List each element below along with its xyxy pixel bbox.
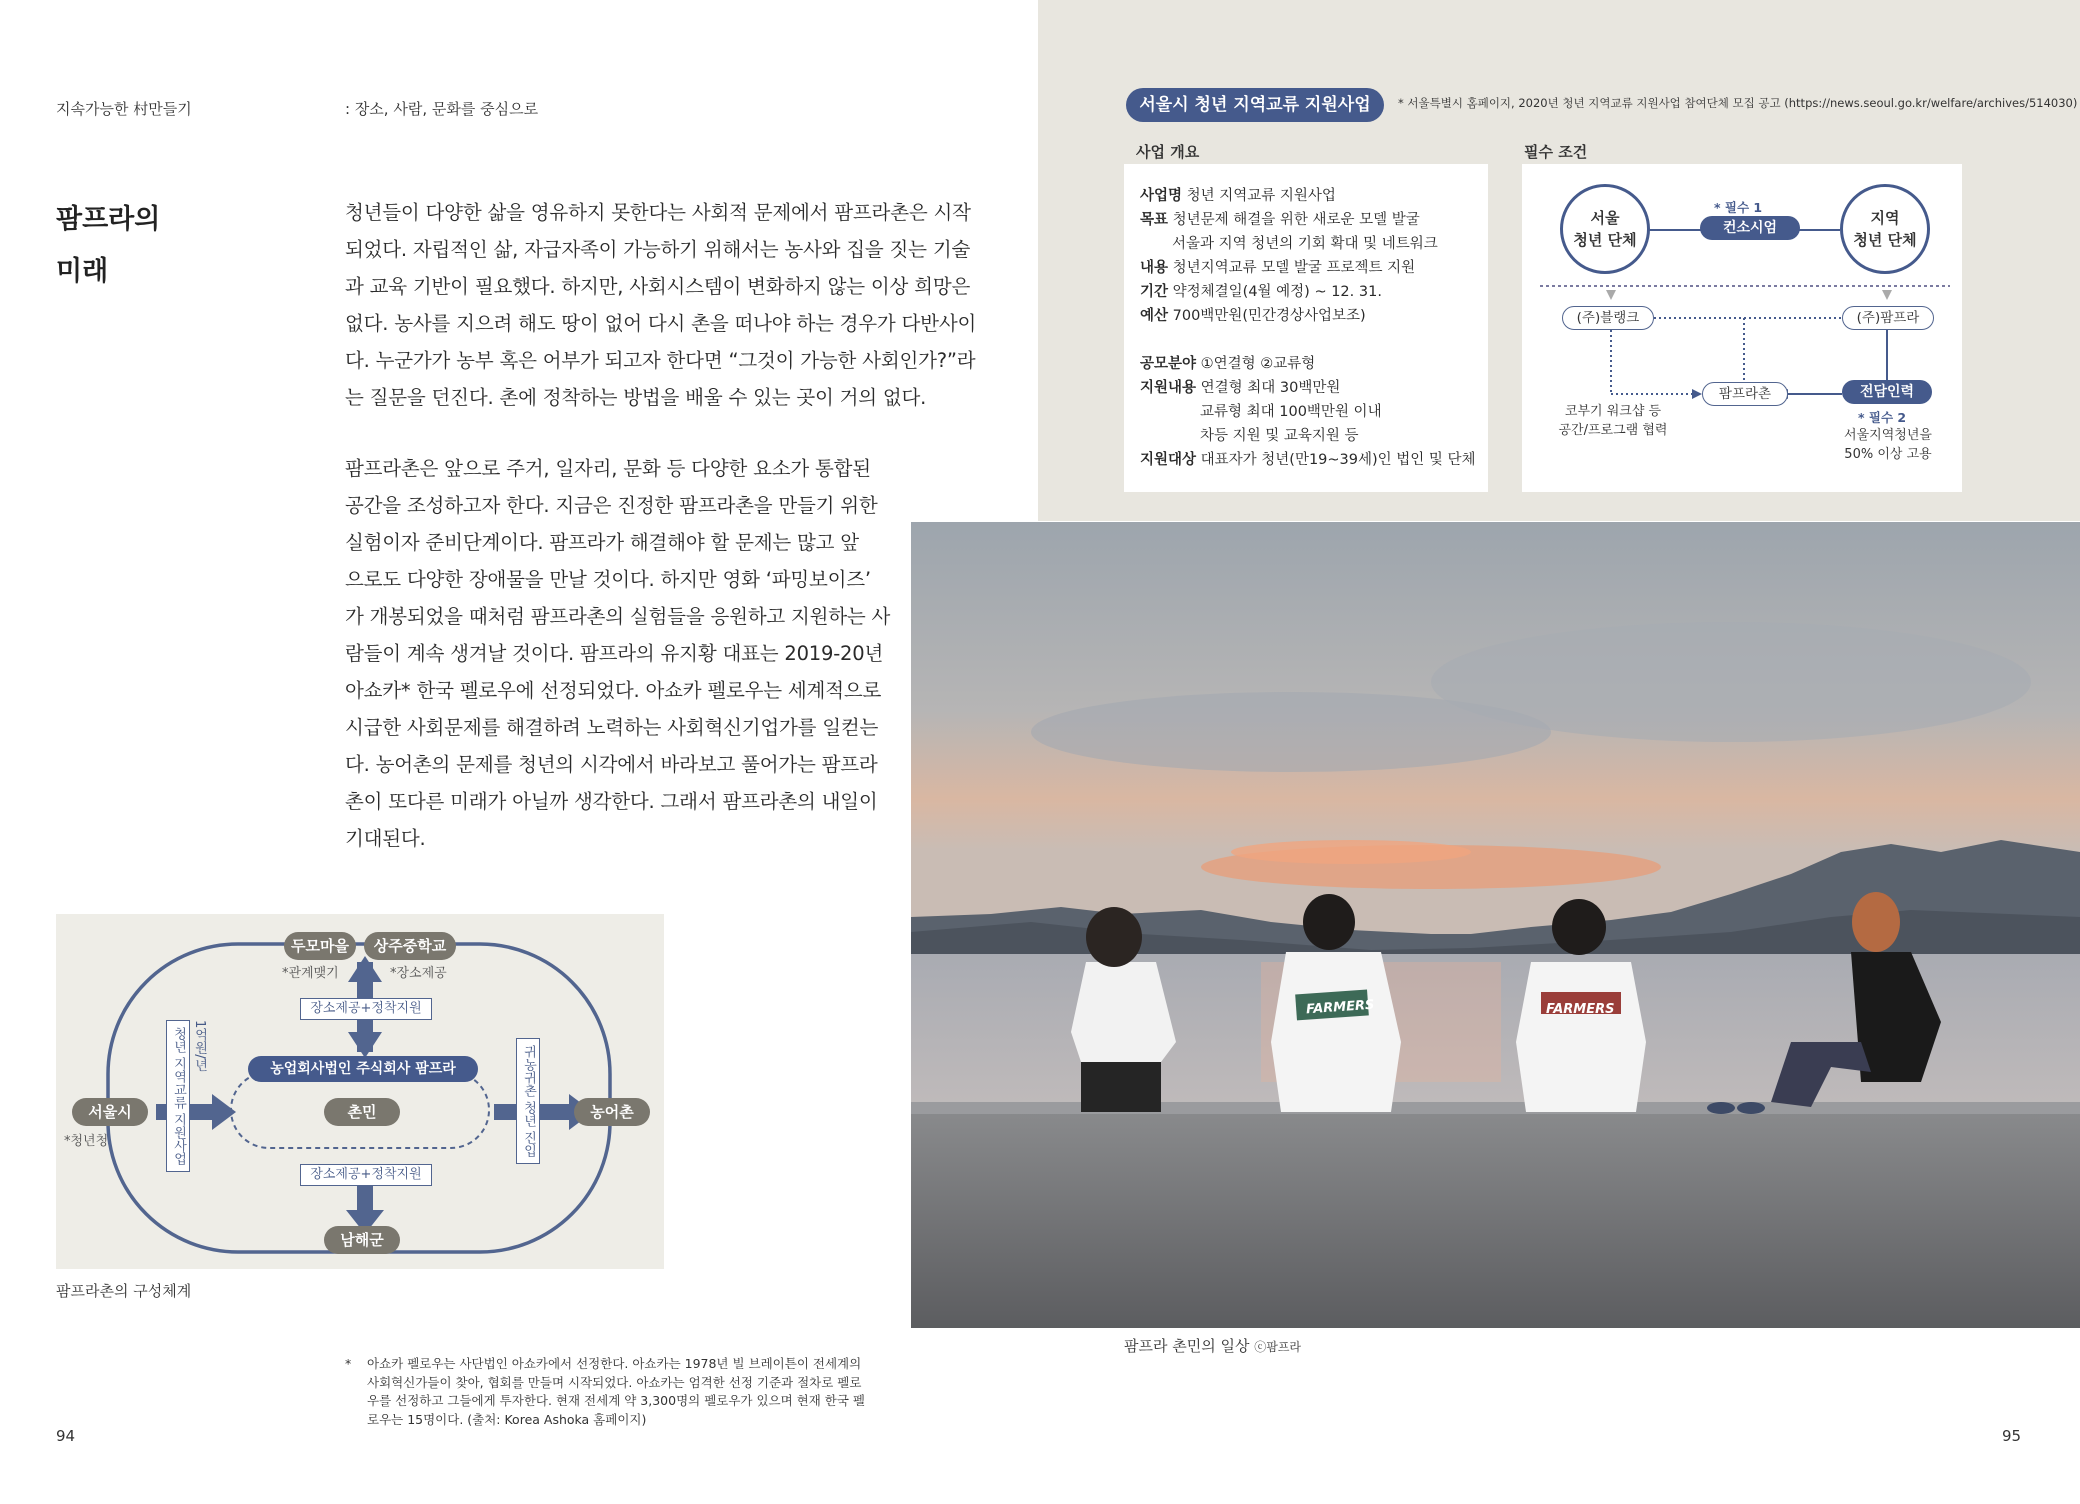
overview-row	[1140, 304, 1366, 325]
photo-caption	[1124, 1335, 1301, 1356]
sandal	[1737, 1102, 1765, 1114]
overview-row	[1200, 424, 1359, 445]
overview-row	[1140, 184, 1336, 205]
note-line: 50% 이상 고용	[1844, 447, 1932, 462]
cloud	[1431, 622, 2031, 742]
support-label-top: 장소제공+정착지원	[300, 998, 432, 1020]
overview-text: 차등 지원 및 교육지원 등	[1200, 428, 1359, 444]
text-line: 없다. 농사를 지으려 해도 땅이 없어 다시 촌을 떠나야 하는 경우가 다반사이	[345, 312, 977, 335]
text-line: 는 질문을 던진다. 촌에 정착하는 방법을 배울 수 있는 곳이 거의 없다.	[345, 386, 927, 409]
photo-illustration	[911, 522, 2080, 1328]
circle-text: 청년 단체	[1853, 231, 1917, 249]
circle-text: 지역	[1870, 209, 1900, 227]
running-header-title: 지속가능한 村만들기	[56, 100, 192, 118]
overview-label: 목표	[1140, 212, 1169, 228]
overview-text: 대표자가 청년(만19~39세)인 법인 및 단체	[1196, 452, 1476, 468]
overview-label: 공모분야	[1140, 356, 1197, 372]
overview-row	[1140, 256, 1415, 277]
note-line: 서울지역청년을	[1844, 428, 1932, 443]
dedicated-staff-pill: 전담인력	[1842, 380, 1932, 404]
required-2-note: * 필수 2	[1858, 410, 1907, 425]
requirement-heading: 필수 조건	[1524, 143, 1588, 161]
diagram-caption: 팜프라촌의 구성체계	[56, 1282, 192, 1300]
text-line: 다. 농어촌의 문제를 청년의 시각에서 바라보고 풀어가는 팜프라	[345, 753, 878, 776]
text-line: 아쇼카* 한국 펠로우에 선정되었다. 아쇼카 펠로우는 세계적으로	[345, 679, 882, 702]
footnote	[345, 1355, 885, 1429]
overview-row	[1172, 232, 1438, 253]
workshop-note	[1538, 402, 1688, 440]
overview-row	[1200, 400, 1382, 421]
text-line: 기대된다.	[345, 827, 426, 850]
sunset-glow	[1231, 840, 1471, 864]
body-paragraph-1	[345, 194, 976, 416]
text-line: 팜프라촌은 앞으로 주거, 일자리, 문화 등 다양한 요소가 통합된	[345, 457, 871, 480]
text-line: 실험이자 준비단계이다. 팜프라가 해결해야 할 문제는 많고 앞	[345, 531, 859, 554]
text-line: 가 개봉되었을 때처럼 팜프라촌의 실험들을 응원하고 지원하는 사	[345, 605, 891, 628]
vertical-label-program: 청년 지역교류 지원사업	[166, 1020, 190, 1172]
required-1-note: * 필수 1	[1714, 200, 1763, 215]
shirt-logo: FARMERS	[1305, 997, 1375, 1018]
photo-caption-text: 팜프라 촌민의 일상	[1124, 1337, 1250, 1355]
footnote-line: 사회혁신가들이 찾아, 협회를 만들며 시작되었다. 아쇼카는 엄격한 선정 기준과 절차로 펠로	[367, 1374, 862, 1390]
footnote-line: 아쇼카 펠로우는 사단법인 아쇼카에서 선정한다. 아쇼카는 1978년 빌 브레이튼이 전세계의	[367, 1356, 862, 1371]
text-line: 촌이 또다른 미래가 아닐까 생각한다. 그래서 팜프라촌의 내일이	[345, 790, 878, 813]
node-sangju-school: 상주중학교	[364, 932, 456, 960]
section-title-line: 미래	[56, 256, 109, 287]
overview-text: 교류형 최대 100백만원 이내	[1200, 404, 1382, 420]
note-line: 공간/프로그램 협력	[1558, 423, 1668, 438]
org-blank: (주)블랭크	[1562, 306, 1654, 330]
section-title	[56, 194, 160, 298]
vertical-label-return: 귀농귀촌 청년 진입	[516, 1038, 540, 1164]
page-number-left: 94	[56, 1427, 76, 1445]
overview-text: 연결형 최대 30백만원	[1196, 380, 1341, 396]
overview-text: 약정체결일(4월 예정) ~ 12. 31.	[1168, 284, 1382, 300]
section-title-line: 팜프라의	[56, 204, 161, 235]
shirt-logo: FARMERS	[1546, 1002, 1615, 1017]
text-line: 시급한 사회문제를 해결하려 노력하는 사회혁신기업가를 일컫는	[345, 716, 879, 739]
overview-heading: 사업 개요	[1136, 143, 1200, 161]
local-youth-group-circle	[1840, 184, 1930, 274]
text-line: 으로도 다양한 장애물을 만날 것이다. 하지만 영화 ‘파밍보이즈’	[345, 568, 871, 591]
running-header-subtitle: : 장소, 사람, 문화를 중심으로	[345, 100, 539, 118]
seoul-youth-group-circle	[1560, 184, 1650, 274]
overview-text: 청년문제 해결을 위한 새로운 모델 발굴	[1168, 212, 1420, 228]
footnote-line: 우를 선정하고 그들에게 투자한다. 현재 전세계 약 3,300명의 펠로우가 있으며 현재 한국 펠	[367, 1393, 865, 1408]
footnote-line: 로우는 15명이다. (출처: Korea Ashoka 홈페이지)	[367, 1411, 647, 1427]
footnote-mark: *	[345, 1356, 352, 1371]
photo-credit: ⓒ팜프라	[1254, 1340, 1302, 1354]
consortium-pill: 컨소시엄	[1700, 216, 1800, 240]
node-dumo-village: 두모마을	[284, 932, 356, 960]
text-line: 되었다. 자립적인 삶, 자급자족이 가능하기 위해서는 농사와 집을 짓는 기술	[345, 238, 971, 261]
page-number-right: 95	[2002, 1427, 2022, 1445]
overview-label: 지원내용	[1140, 380, 1197, 396]
support-label-bottom: 장소제공+정착지원	[300, 1164, 432, 1186]
company-node: 농업회사법인 주식회사 팜프라	[248, 1056, 478, 1082]
overview-text: 청년지역교류 모델 발굴 프로젝트 지원	[1168, 260, 1416, 276]
body-paragraph-2	[345, 450, 890, 857]
text-line: 공간을 조성하고자 한다. 지금은 진정한 팜프라촌을 만들기 위한	[345, 494, 878, 517]
overview-row	[1140, 208, 1420, 229]
structure-diagram	[56, 914, 664, 1269]
vertical-label-amount: 1억원/년	[192, 1020, 207, 1072]
note-relationship: *관계맺기	[282, 966, 339, 981]
node-rural: 농어촌	[574, 1098, 650, 1126]
overview-text: 700백만원(민간경상사업보조)	[1168, 308, 1366, 324]
node-seoul: 서울시	[72, 1098, 148, 1126]
diagram-lines	[56, 914, 664, 1269]
info-panel-title: 서울시 청년 지역교류 지원사업	[1126, 88, 1384, 122]
note-youth-office: *청년청	[64, 1134, 109, 1149]
overview-text: 청년 지역교류 지원사업	[1182, 188, 1336, 204]
org-farmpla: (주)팜프라	[1842, 306, 1934, 330]
overview-label: 사업명	[1140, 188, 1183, 204]
overview-box	[1124, 164, 1488, 492]
overview-label: 예산	[1140, 308, 1169, 324]
sunset-photo	[911, 522, 2080, 1328]
overview-label: 내용	[1140, 260, 1169, 276]
requirement-box	[1522, 164, 1962, 492]
sandal	[1707, 1102, 1735, 1114]
text-line: 청년들이 다양한 삶을 영유하지 못한다는 사회적 문제에서 팜프라촌은 시작	[345, 201, 971, 224]
overview-row	[1140, 280, 1382, 301]
farmpla-village-pill: 팜프라촌	[1702, 382, 1788, 406]
seawall	[911, 1107, 2080, 1328]
employment-note	[1828, 426, 1948, 464]
note-space-provide: *장소제공	[390, 966, 447, 981]
overview-row	[1140, 448, 1476, 469]
overview-row	[1140, 352, 1315, 373]
note-line: 코부기 워크샵 등	[1564, 404, 1662, 419]
overview-label: 기간	[1140, 284, 1169, 300]
text-line: 과 교육 기반이 필요했다. 하지만, 사회시스템이 변화하지 않는 이상 희망은	[345, 275, 971, 298]
node-namhae: 남해군	[324, 1226, 400, 1254]
overview-row	[1140, 376, 1340, 397]
overview-label: 지원대상	[1140, 452, 1197, 468]
villager-node: 촌민	[324, 1098, 400, 1126]
text-line: 다. 누군가가 농부 혹은 어부가 되고자 한다면 “그것이 가능한 사회인가?”라	[345, 349, 976, 372]
text-line: 람들이 계속 생겨날 것이다. 팜프라의 유지황 대표는 2019-20년	[345, 642, 884, 665]
overview-text: ①연결형 ②교류형	[1196, 356, 1316, 372]
circle-text: 청년 단체	[1573, 231, 1637, 249]
info-panel-source: * 서울특별시 홈페이지, 2020년 청년 지역교류 지원사업 참여단체 모집 공고 (https://news.seoul.go.kr/welfare/archives/514030)	[1398, 96, 2078, 110]
circle-text: 서울	[1590, 209, 1620, 227]
overview-text: 서울과 지역 청년의 기회 확대 및 네트워크	[1172, 236, 1438, 252]
